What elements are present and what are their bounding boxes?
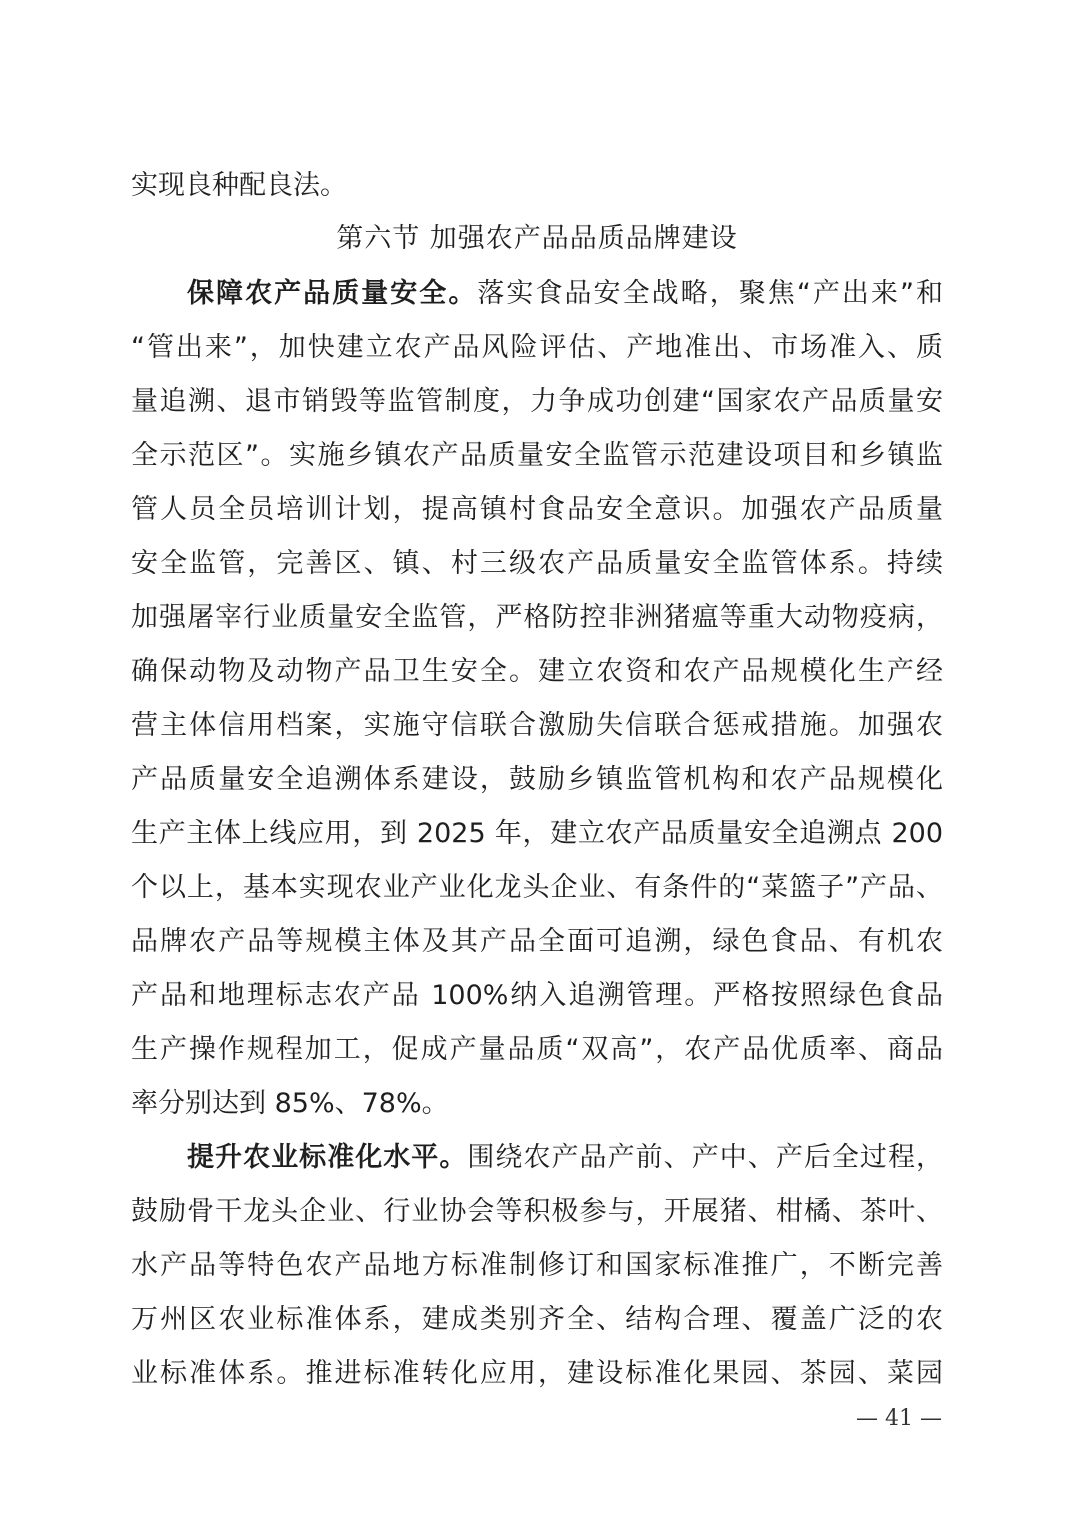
paragraph-1-line: “管出来”，加快建立农产品风险评估、产地准出、市场准入、质 <box>131 332 943 363</box>
section-heading: 第六节 加强农产品品质品牌建设 <box>336 223 738 254</box>
paragraph-1-line: 品牌农产品等规模主体及其产品全面可追溯，绿色食品、有机农 <box>131 926 943 957</box>
paragraph-1-first-line <box>187 275 943 313</box>
paragraph-tail-line: 实现良种配良法。 <box>131 170 347 201</box>
paragraph-2-line: 万州区农业标准体系，建成类别齐全、结构合理、覆盖广泛的农 <box>131 1304 943 1335</box>
paragraph-1-line-text: 落实食品安全战略，聚焦“产出来”和 <box>477 278 943 309</box>
paragraph-1-line: 生产主体上线应用，到 2025 年，建立农产品质量安全追溯点 200 <box>131 818 943 849</box>
paragraph-1-line: 产品质量安全追溯体系建设，鼓励乡镇监管机构和农产品规模化 <box>131 764 943 795</box>
paragraph-2-line: 鼓励骨干龙头企业、行业协会等积极参与，开展猪、柑橘、茶叶、 <box>131 1196 943 1227</box>
paragraph-2-line: 水产品等特色农产品地方标准制修订和国家标准推广，不断完善 <box>131 1250 943 1281</box>
paragraph-1-line: 生产操作规程加工，促成产量品质“双高”，农产品优质率、商品 <box>131 1034 943 1065</box>
page-number: — 41 — <box>856 1406 942 1431</box>
paragraph-1-line: 确保动物及动物产品卫生安全。建立农资和农产品规模化生产经 <box>131 656 943 687</box>
paragraph-1-line: 营主体信用档案，实施守信联合激励失信联合惩戒措施。加强农 <box>131 710 943 741</box>
paragraph-1-line: 安全监管，完善区、镇、村三级农产品质量安全监管体系。持续 <box>131 548 943 579</box>
paragraph-1-line: 个以上，基本实现农业产业化龙头企业、有条件的“菜篮子”产品、 <box>131 872 943 903</box>
paragraph-1-line: 产品和地理标志农产品 100%纳入追溯管理。严格按照绿色食品 <box>131 980 943 1011</box>
paragraph-2-first-line <box>187 1139 943 1177</box>
paragraph-1-line: 全示范区”。实施乡镇农产品质量安全监管示范建设项目和乡镇监 <box>131 440 943 471</box>
paragraph-2-line-text: 围绕农产品产前、产中、产后全过程， <box>467 1142 944 1173</box>
paragraph-1-lead: 保障农产品质量安全。 <box>187 278 478 309</box>
paragraph-2-lead: 提升农业标准化水平。 <box>187 1142 468 1173</box>
paragraph-1-line: 量追溯、退市销毁等监管制度，力争成功创建“国家农产品质量安 <box>131 386 943 417</box>
paragraph-1-line: 加强屠宰行业质量安全监管，严格防控非洲猪瘟等重大动物疫病， <box>131 602 943 633</box>
paragraph-1-line: 管人员全员培训计划，提高镇村食品安全意识。加强农产品质量 <box>131 494 943 525</box>
paragraph-2-line: 业标准体系。推进标准转化应用，建设标准化果园、茶园、菜园 <box>131 1358 943 1389</box>
paragraph-1-last-line: 率分别达到 85%、78%。 <box>131 1088 449 1119</box>
